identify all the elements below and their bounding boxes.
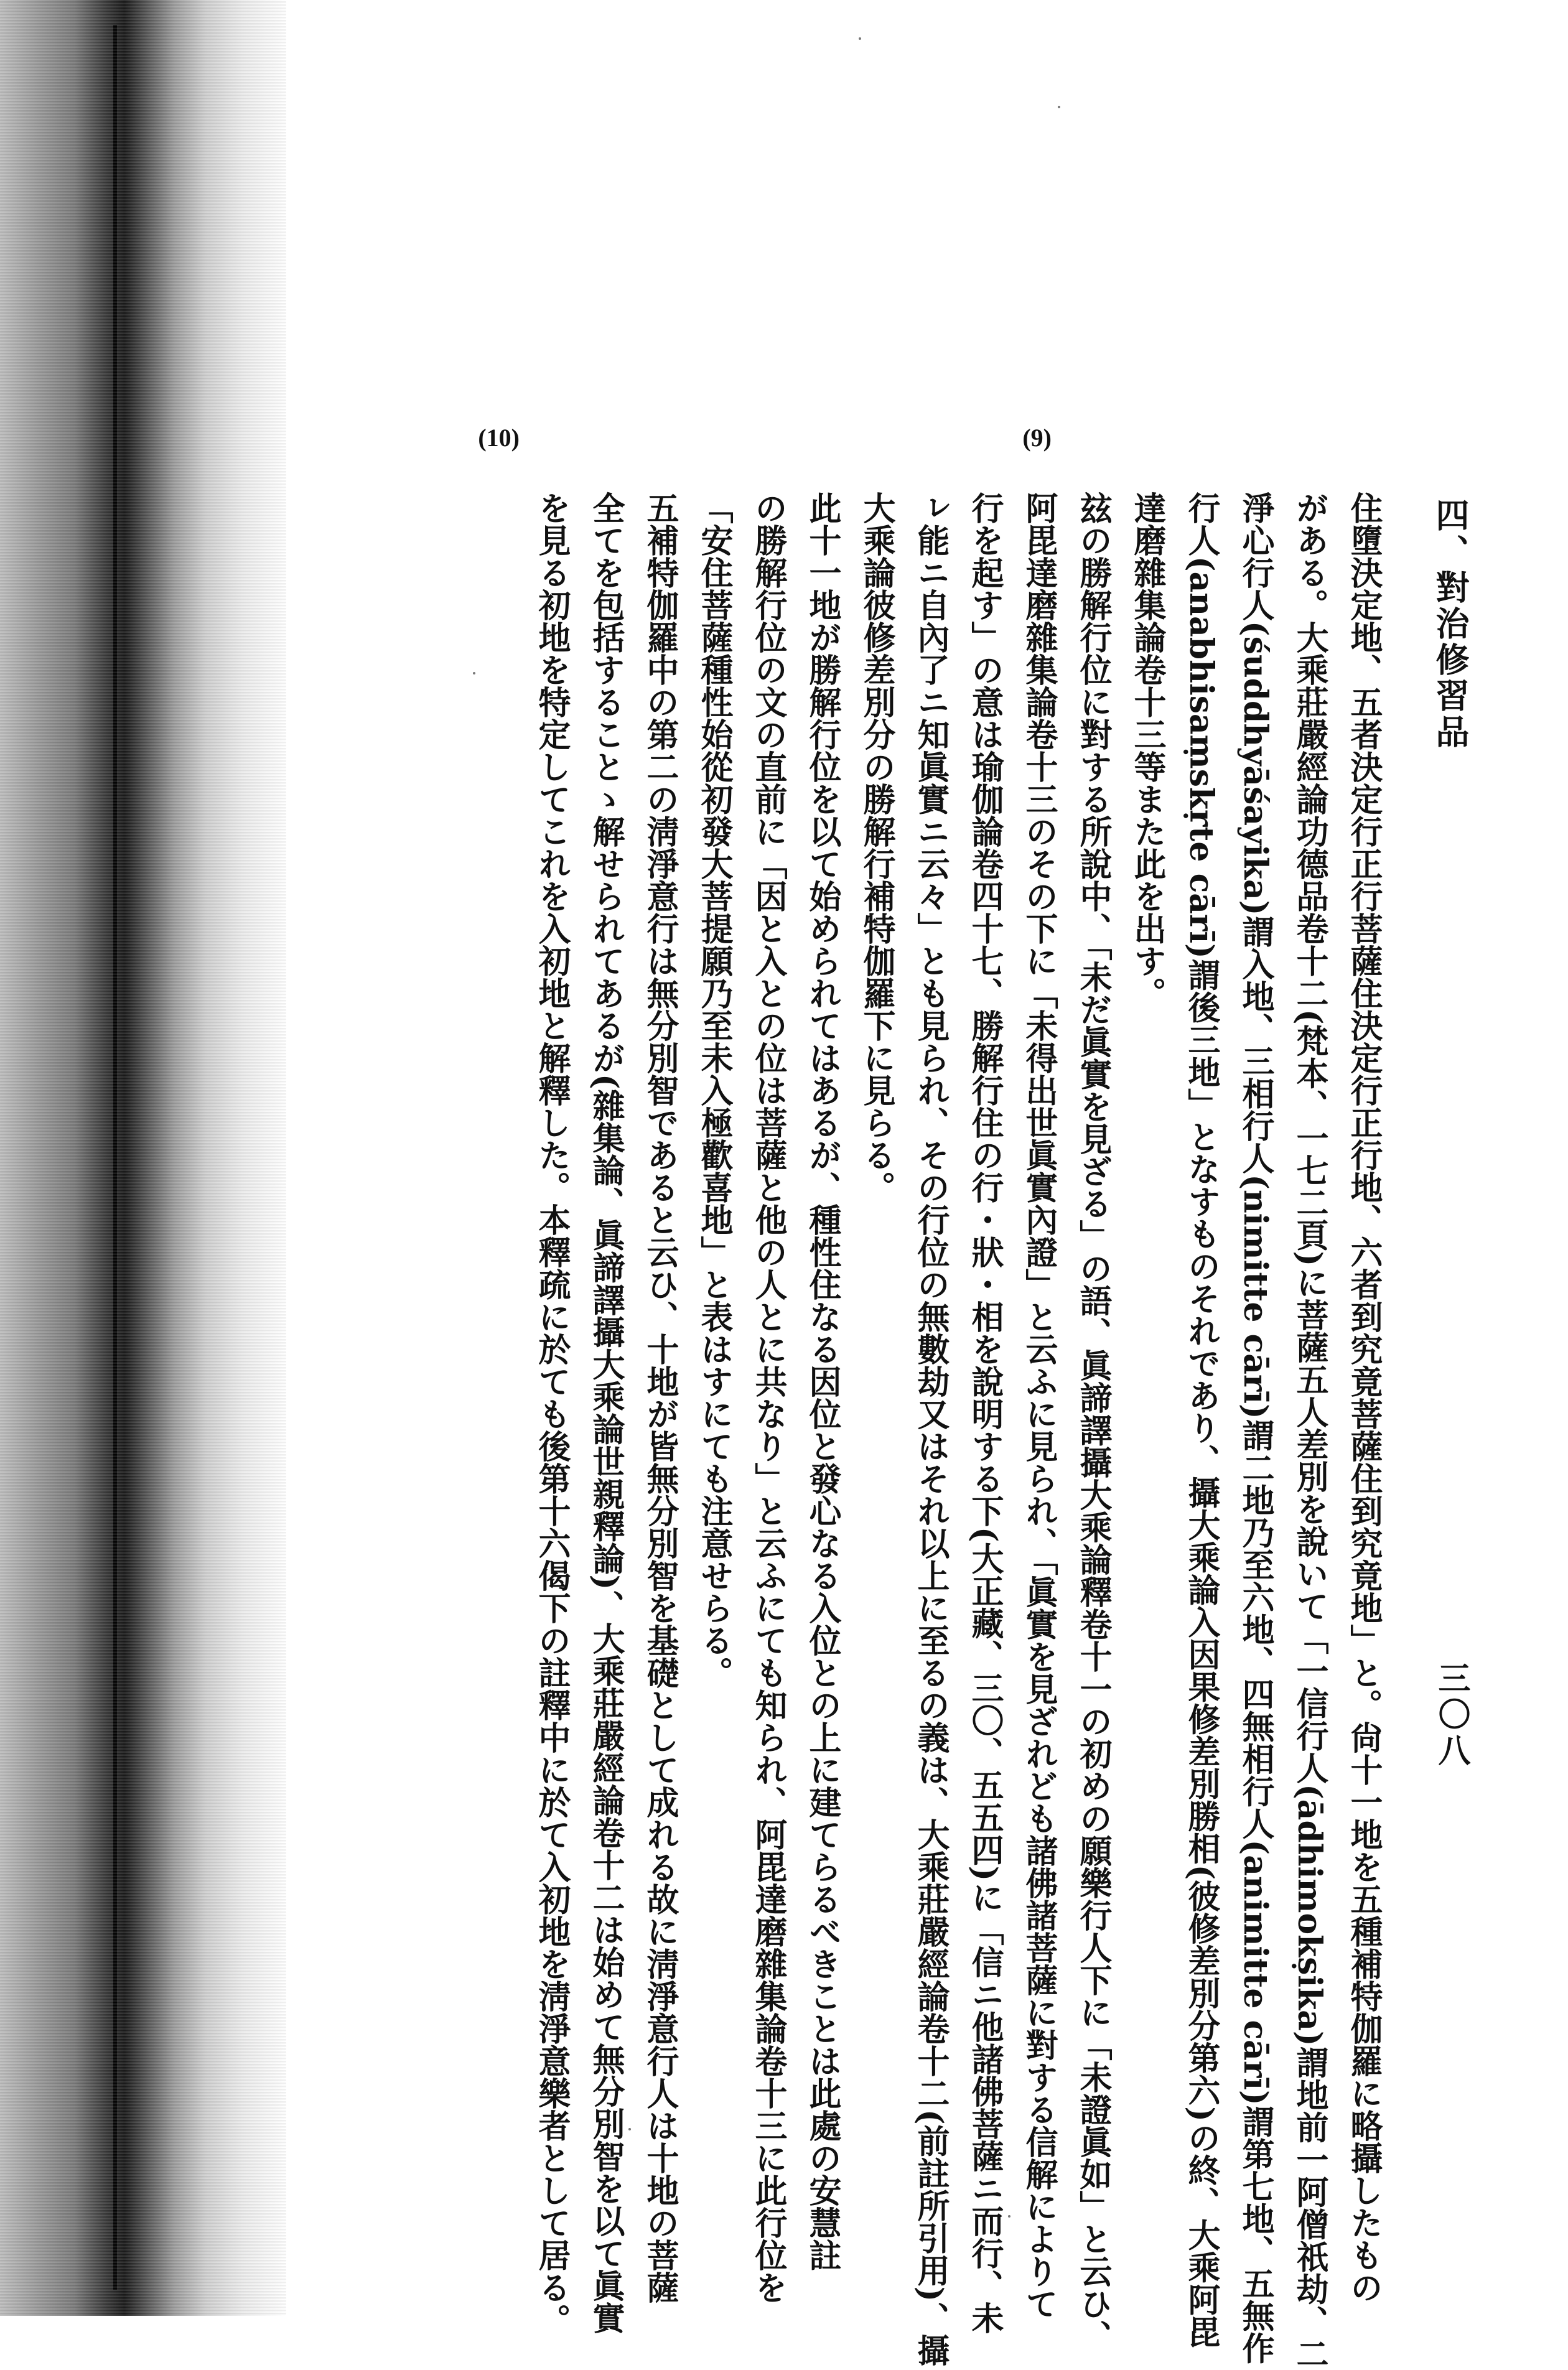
text-column-1: 住墮決定地、五者決定行正行菩薩住決定行正行地、六者到究竟菩薩住到究竟地」と。尙十一地を五種補特伽羅に略攝したもの <box>1345 492 1383 2303</box>
running-header-title: 四、對治修習品 <box>1430 498 1470 750</box>
text-column-9: ㇾ能ニ自內了ニ知眞實ニ云々」とも見られ、その行位の無數劫又はそれ以上に至るの義は、大乘莊嚴經論卷十二(前註所引用)、攝 <box>912 492 950 2367</box>
scan-speck <box>1008 2215 1010 2218</box>
page-number: 三〇八 <box>1432 1661 1470 1770</box>
note-marker-10: (10) <box>478 424 520 452</box>
text-column-11: 此十一地が勝解行位を以て始められてはあるが、種性住なる因位と發心なる入位との上に建てらるべきことは此處の安慧註 <box>803 492 841 2271</box>
text-column-14: 五補特伽羅中の第二の淸淨意行は無分別智であると云ひ、十地が皆無分別智を基礎として成れる故に淸淨意行人は十地の菩薩 <box>641 492 679 2303</box>
scan-speck <box>473 672 475 674</box>
body-text <box>525 492 1391 2370</box>
note-marker-9: (9) <box>1022 424 1052 452</box>
scan-binding-shadow <box>0 0 286 2316</box>
text-column-2: がある。大乘莊嚴經論功德品卷十二(梵本、一七二頁)に菩薩五人差別を說いて「一信行人(ādhimokṣika)謂地前一阿僧祇劫、二 <box>1290 492 1328 2370</box>
scan-speck <box>1058 106 1060 108</box>
text-column-6: 玆の勝解行位に對する所說中、「未だ眞實を見ざる」の語、眞諦譯攝大乘論釋卷十一の初めの願樂行人下に「未證眞如」と云ひ、 <box>1074 492 1112 2352</box>
scan-speck <box>628 2128 631 2130</box>
scan-speck <box>859 37 861 40</box>
text-column-16: を見る初地を特定してこれを入初地と解釋した。本釋疏に於ても後第十六偈下の註釋中に於て入初地を淸淨意樂者として居る。 <box>533 492 571 2336</box>
text-column-3: 淨心行人(śuddhyāśayika)謂入地、三相行人(nimitte cārī)謂二地乃至六地、四無相行人(animitte cārī)謂第七地、五無作 <box>1236 492 1274 2364</box>
text-column-7: 阿毘達磨雜集論卷十三のその下に「未得出世眞實內證」と云ふに見られ、「眞實を見ざれども諸佛諸菩薩に對する信解によりて <box>1020 492 1058 2320</box>
text-column-8: 行を起す」の意は瑜伽論卷四十七、勝解行住の行・狀・相を說明する下(大正藏、三〇、五五四)に「信ニ他諸佛菩薩ニ而行、未 <box>966 492 1004 2335</box>
book-spine-line <box>113 25 117 2290</box>
text-column-12: の勝解行位の文の直前に「因と入との位は菩薩と他の人とに共なり」と云ふにても知られ、阿毘達磨雜集論卷十三に此行位を <box>749 492 787 2303</box>
text-column-5: 達磨雜集論卷十三等また此を出す。 <box>1128 492 1166 1009</box>
text-column-4: 行人(anabhisaṃskṛte cārī)謂後三地」となすものそれであり、攝大乘論入因果修差別勝相(彼修差別分第六)の終、大乘阿毘 <box>1182 492 1220 2348</box>
text-column-10: 大乘論彼修差別分の勝解行補特伽羅下に見らる。 <box>857 492 895 1203</box>
text-column-15: 全てを包括することゝ解せられてあるが(雜集論、眞諦譯攝大乘論世親釋論)、大乘莊嚴經論卷十二は始めて無分別智を以て眞實 <box>587 492 625 2335</box>
text-column-13: 「安住菩薩種性始從初發大菩提願乃至未入極歡喜地」と表はすにても注意せらる。 <box>695 492 733 1689</box>
